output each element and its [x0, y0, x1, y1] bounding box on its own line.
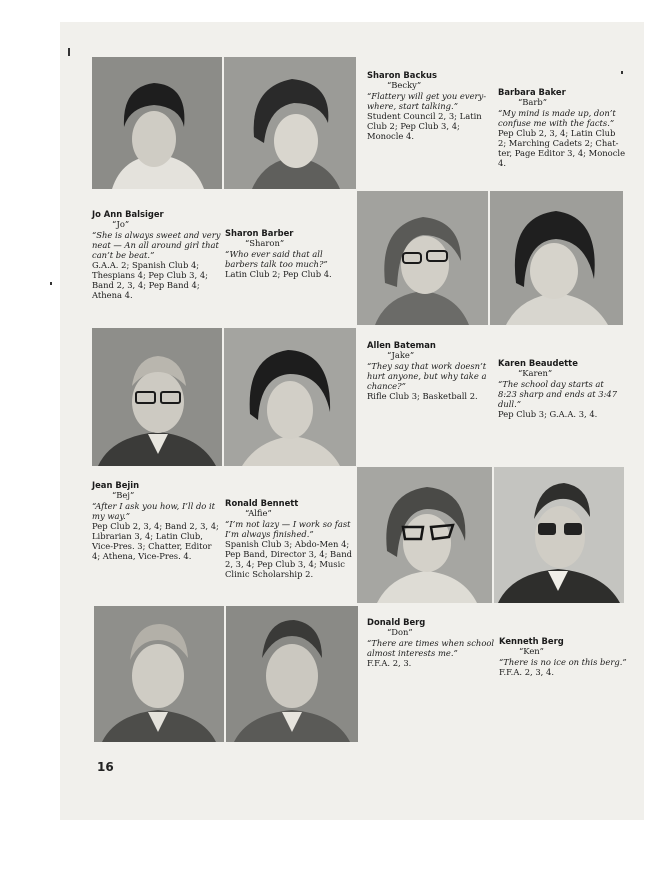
student-entry — [225, 228, 353, 279]
student-name: Allen Bateman — [367, 340, 436, 350]
student-name: Jean Bejin — [92, 480, 140, 490]
portrait-photo — [92, 57, 222, 189]
scan-mark — [68, 48, 70, 56]
student-name: Sharon Barber — [225, 228, 294, 238]
student-name: Kenneth Berg — [499, 636, 564, 646]
student-name: Ronald Bennett — [225, 498, 299, 508]
student-quote: “Flattery will get you every-where, start talking.” — [367, 91, 487, 111]
student-activities: Pep Club 3; G.A.A. 3, 4. — [498, 409, 598, 419]
student-name: Donald Berg — [367, 617, 426, 627]
student-quote: “I’m not lazy — I work so fast I’m always finished.” — [225, 519, 351, 539]
student-entry — [367, 70, 494, 141]
student-quote: “After I ask you how, I’ll do it my way.” — [92, 501, 216, 521]
portrait-photo — [92, 328, 222, 466]
student-activities: Student Council 2, 3; Latin Club 2; Pep Club 3, 4; Monocle 4. — [367, 111, 482, 141]
scan-mark — [621, 71, 623, 74]
student-activities: Pep Club 2, 3, 4; Band 2, 3, 4; Librarian 3, 4; Latin Club, Vice-Pres. 3; Chatter, Editor 4; Athena, Vice-Pres. 4. — [92, 521, 219, 561]
portrait-photo — [357, 191, 488, 325]
student-activities: Rifle Club 3; Basketball 2. — [367, 391, 478, 401]
student-activities: F.F.A. 2, 3, 4. — [499, 667, 555, 677]
student-name: Karen Beaudette — [498, 358, 578, 368]
student-entry — [92, 209, 222, 300]
student-quote: “There is no ice on this berg.” — [499, 657, 627, 667]
student-activities: G.A.A. 2; Spanish Club 4; Thespians 4; Pep Club 3, 4; Band 2, 3, 4; Pep Band 4; Athena 4. — [92, 260, 208, 300]
student-nickname: “Sharon” — [245, 238, 285, 248]
student-entry — [498, 358, 624, 419]
student-entry — [225, 498, 355, 579]
student-quote: “There are times when school almost interests me.” — [367, 638, 495, 658]
student-quote: “Who ever said that all barbers talk too much?” — [225, 249, 328, 269]
student-entry — [92, 480, 222, 561]
student-name: Barbara Baker — [498, 87, 566, 97]
student-quote: “The school day starts at 8:23 sharp and ends at 3:47 dull.” — [498, 379, 618, 409]
student-nickname: “Becky” — [387, 80, 422, 90]
student-activities: Spanish Club 3; Abdo-Men 4; Pep Band, Director 3, 4; Band 2, 3, 4; Pep Club 3, 4; Music Clinic Scholarship 2. — [225, 539, 352, 579]
student-quote: “My mind is made up, don’t confuse me with the facts.” — [498, 108, 616, 128]
portrait-photo — [490, 191, 623, 325]
portrait-photo — [224, 57, 356, 189]
portrait-photo — [357, 467, 492, 603]
student-activities: F.F.A. 2, 3. — [367, 658, 412, 668]
student-entry — [498, 87, 626, 168]
student-nickname: “Jo” — [112, 219, 130, 229]
student-activities: Pep Club 2, 3, 4; Latin Club 2; Marching Cadets 2; Chat-ter, Page Editor 3, 4; Monocle 4. — [498, 128, 626, 168]
student-entry — [367, 340, 495, 401]
student-nickname: “Don” — [387, 627, 413, 637]
portrait-photo — [494, 467, 624, 603]
student-quote: “They say that work doesn’t hurt anyone, but why take a chance?” — [367, 361, 487, 391]
page-number: 16 — [97, 760, 114, 774]
student-activities: Latin Club 2; Pep Club 4. — [225, 269, 332, 279]
scan-mark — [50, 282, 52, 285]
student-name: Jo Ann Balsiger — [92, 209, 164, 219]
student-nickname: “Jake” — [387, 350, 415, 360]
student-entry — [499, 636, 627, 677]
portrait-photo — [94, 606, 224, 742]
student-quote: “She is always sweet and very neat — An all around girl that can’t be beat.” — [92, 230, 221, 260]
portrait-photo — [226, 606, 358, 742]
student-nickname: “Ken” — [519, 646, 544, 656]
student-name: Sharon Backus — [367, 70, 437, 80]
portrait-photo — [224, 328, 356, 466]
student-nickname: “Alfie” — [245, 508, 272, 518]
student-nickname: “Karen” — [518, 368, 553, 378]
student-nickname: “Bej” — [112, 490, 135, 500]
student-nickname: “Barb” — [518, 97, 548, 107]
student-entry — [367, 617, 495, 668]
